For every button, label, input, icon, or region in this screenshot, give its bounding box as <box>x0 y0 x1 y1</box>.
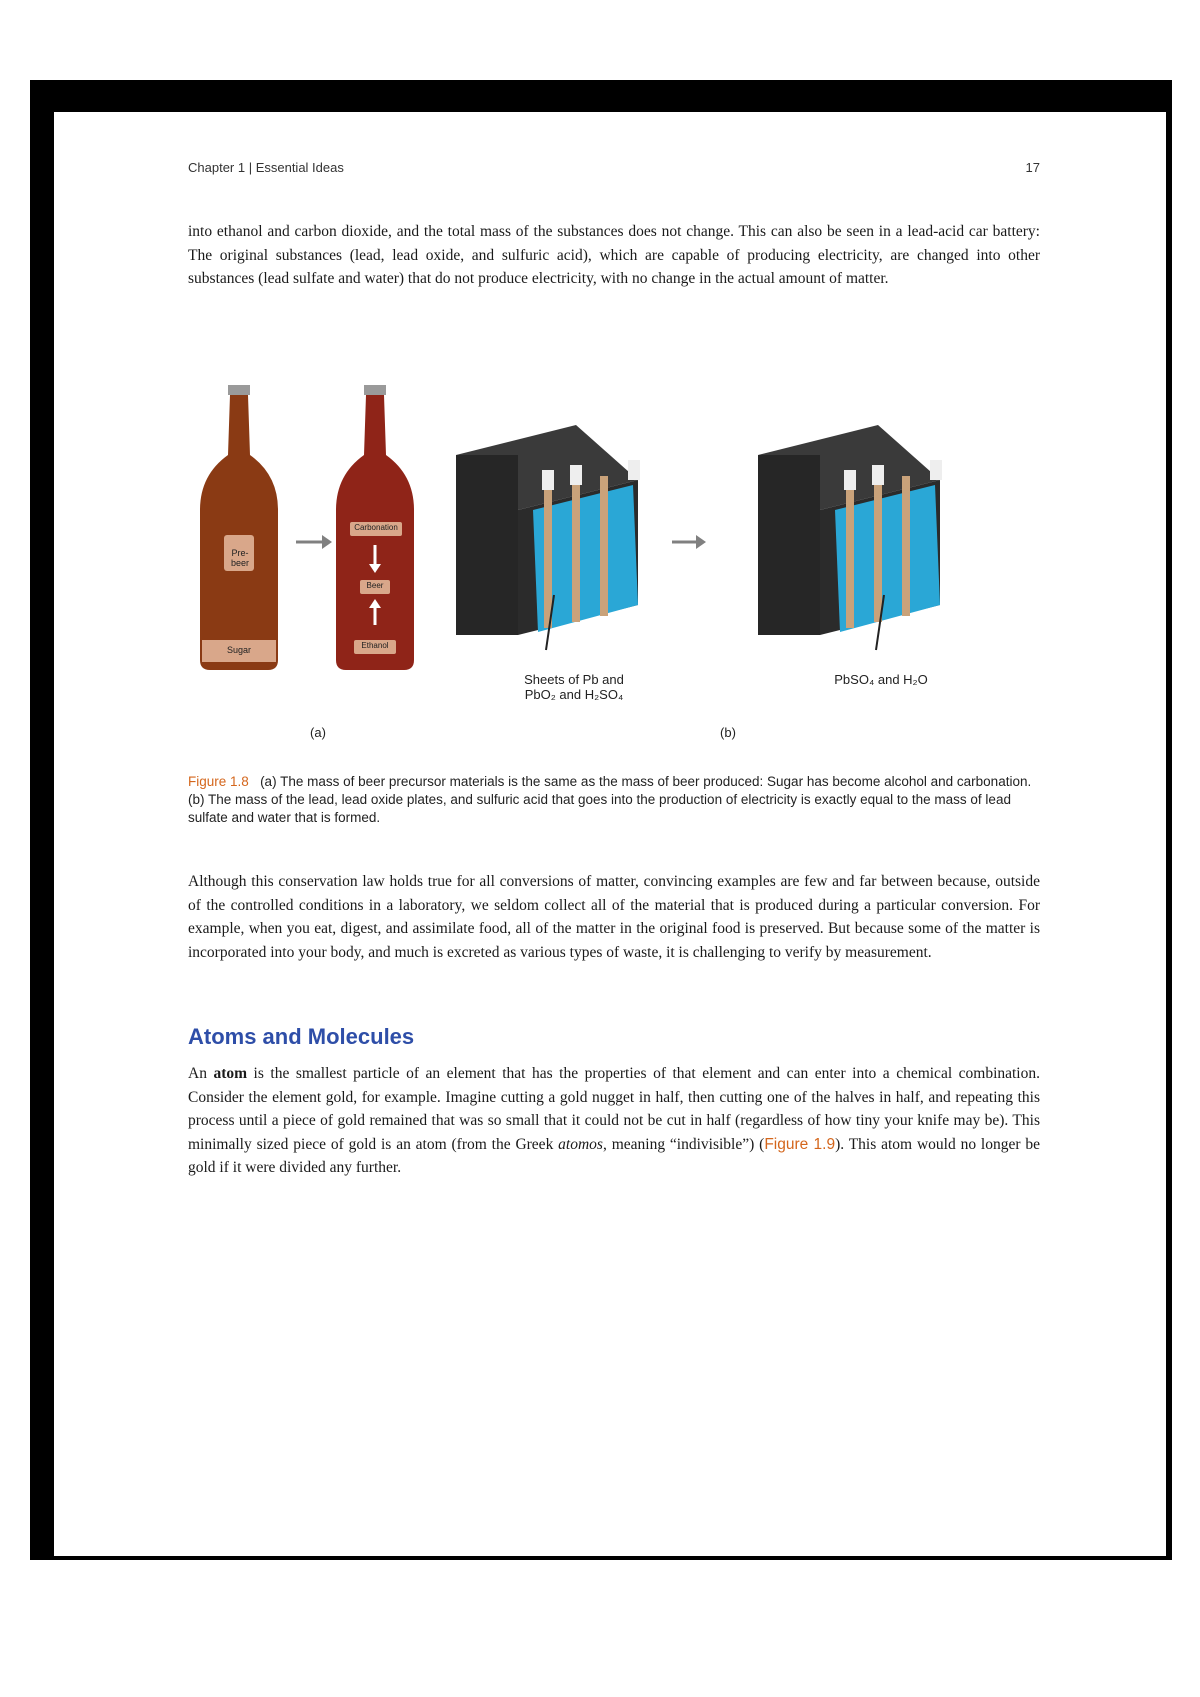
running-header: Chapter 1 | Essential Ideas <box>188 160 344 175</box>
label-sugar: Sugar <box>226 645 252 655</box>
label-battery-reactants: Sheets of Pb and PbO₂ and H₂SO₄ <box>524 672 624 702</box>
panel-label-a: (a) <box>310 725 326 740</box>
figure-1-8 <box>188 370 1040 750</box>
figure-caption-text: (a) The mass of beer precursor materials is the same as the mass of beer produced: Sugar has become alcohol and carbonation. (b) The mass of the lead, lead oxide plates, and sulfuric acid that goes into the production of electricity is exactly equal to the mass of lead sulfate and water that is formed. <box>188 774 1032 825</box>
page-frame-right <box>1166 80 1172 1560</box>
atom-paragraph-end: ). This atom would no longer be gold if it were divided any further. <box>188 1135 1040 1176</box>
pre-beer-bottle <box>200 385 278 670</box>
figure-caption-label: Figure 1.8 <box>188 774 249 789</box>
page-number: 17 <box>1025 160 1040 175</box>
label-pre-beer: Pre-beer <box>230 548 249 568</box>
figure-1-9-link[interactable]: Figure 1.9 <box>764 1135 836 1153</box>
label-carbonation: Carbonation <box>354 523 398 532</box>
figure-caption <box>188 773 1040 827</box>
paragraph-intro: into ethanol and carbon dioxide, and the total mass of the substances does not change. This can also be seen in a lead-acid car battery: The original substances (lead, lead oxide, and sulfuric acid), which are capable of producing electricity, are changed into other substances (lead sulfate and water) that do not produce electricity, with no change in the actual amount of matter. <box>188 223 1040 287</box>
atom-paragraph-body: is the smallest particle of an element that has the properties of that element and can enter into a chemical combination. Consider the element gold, for example. Imagine cutting a gold nugget in half, then cutting one of the halves in half, and repeating this process until a piece of gold remained that was so small that it could not be cut in half (regardless of how tiny your knife may be). This minimally sized piece of gold is an atom (from the Greek <box>188 1065 1040 1153</box>
page-frame-bottom <box>30 1556 1172 1560</box>
paragraph-conservation: Although this conservation law holds true for all conversions of matter, convincing examples are few and far between because, outside of the controlled conditions in a laboratory, we seldom collect all of the material that is produced during a particular conversion. For example, when you eat, digest, and assimilate food, all of the matter in the original food is preserved. But because some of the matter is incorporated into your body, and much is excreted as various types of waste, it is challenging to verify by measurement. <box>188 873 1040 961</box>
paragraph-atom <box>188 1062 1040 1180</box>
term-atom: atom <box>213 1065 248 1082</box>
arrow-right-icon <box>672 535 706 549</box>
battery-charged <box>456 425 640 650</box>
label-ethanol: Ethanol <box>361 641 389 650</box>
arrow-right-icon <box>296 535 332 549</box>
atom-paragraph-intro: An <box>188 1065 214 1082</box>
panel-label-b: (b) <box>720 725 736 740</box>
term-atomos: atomos <box>558 1135 603 1153</box>
label-beer: Beer <box>366 581 384 590</box>
battery-discharged <box>758 425 942 650</box>
atom-paragraph-body2: , meaning “indivisible”) ( <box>602 1135 765 1153</box>
section-heading: Atoms and Molecules <box>188 1024 415 1049</box>
page-frame-left <box>30 80 54 1560</box>
label-battery-products: PbSO₄ and H₂O <box>834 672 928 687</box>
page-frame-top <box>30 80 1170 112</box>
